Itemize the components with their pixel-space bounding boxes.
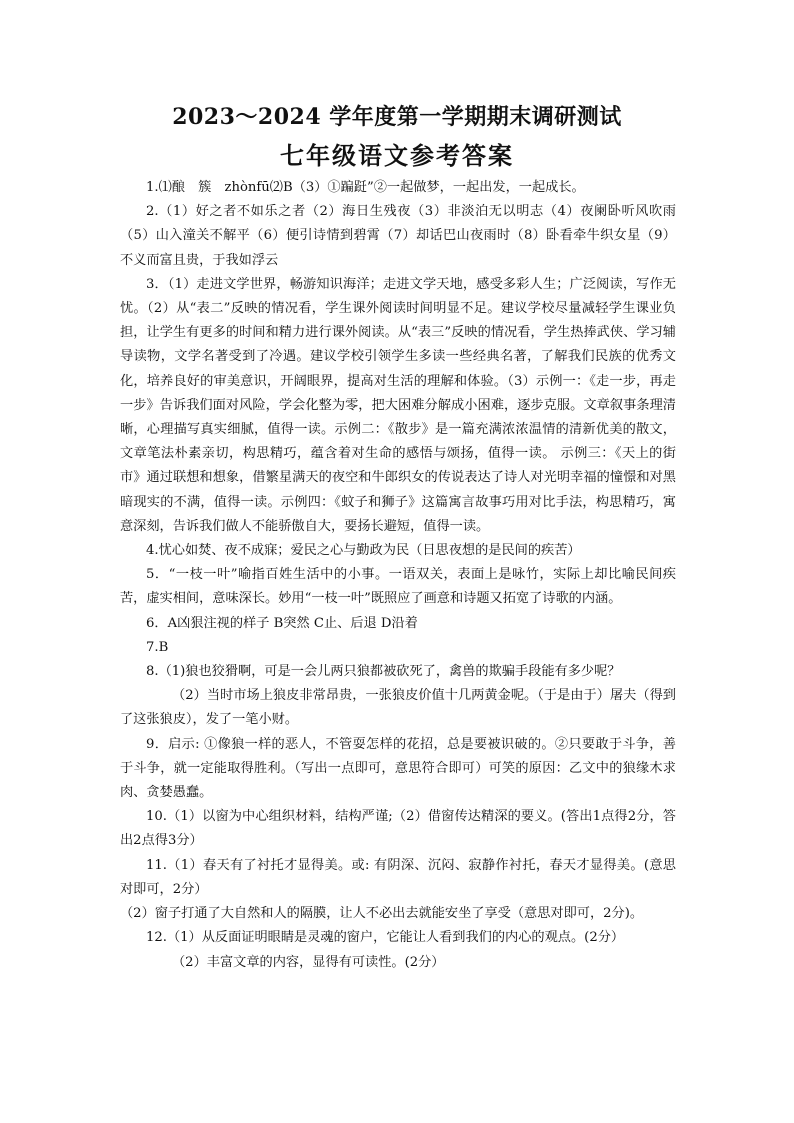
answer-11-1: 11.（1）春天有了衬托才显得美。或: 有阴深、沉闷、寂静作衬托，春天才显得美。(意思对即可，2分） bbox=[120, 857, 676, 897]
answer-3: 3．（1）走进文学世界，畅游知识海洋；走进文学天地，感受多彩人生；广泛阅读，写作无忧。（2）从“表二”反映的情况看，学生课外阅读时间明显不足。建议学校尽量减轻学生课业负担，让学生有更多的时间和精力进行课外阅读。从“表三”反映的情况看，学生热捧武侠、学习辅导读物，文学名著受到了冷遇。建议学校引领学生多读一些经典名著，了解我们民族的优秀文化，培养良好的审美意识，开阔眼界，提高对生活的理解和体验。（3）示例一：《走一步，再走一步》告诉我们面对风险，学会化整为零，把大困难分解成小困难，逐步克服。文章叙事条理清晰，心理描写真实细腻，值得一读。示例二：《散步》是一篇充满浓浓温情的清新优美的散文，文章笔法朴素亲切，构思精巧，蕴含着对生命的感悟与颂扬，值得一读。 示例三：《天上的街市》通过联想和想象，借繁星满天的夜空和牛郎织女的传说表达了诗人对光明幸福的憧憬和对黑暗现实的不满，值得一读。示例四：《蚊子和狮子》这篇寓言故事巧用对比手法，构思精巧，寓意深刻，告诉我们做人不能骄傲自大，要扬长避短，值得一读。 bbox=[120, 276, 676, 534]
answer-6: 6．A凶狠注视的样子 B突然 C止、后退 D沿着 bbox=[146, 615, 418, 631]
answer-body bbox=[120, 176, 676, 975]
answer-12-1: 12.（1）从反面证明眼睛是灵魂的窗户，它能让人看到我们的内心的观点。(2分） bbox=[146, 930, 625, 946]
answer-12-2: （2）丰富文章的内容，显得有可读性。(2分） bbox=[172, 954, 445, 970]
answer-5: 5．“一枝一叶”喻指百姓生活中的小事。一语双关，表面上是咏竹，实际上却比喻民间疾苦，虚实相间，意味深长。妙用“一枝一叶”既照应了画意和诗题又拓宽了诗歌的内涵。 bbox=[120, 567, 676, 607]
answer-1: 1.⑴酿 簇 zhònfū⑵B（3）①蹁跹”②一起做梦，一起出发，一起成长。 bbox=[146, 180, 585, 195]
page-subtitle: 七年级语文参考答案 bbox=[280, 141, 514, 170]
answer-8-2: （2）当时市场上狼皮非常昂贵，一张狼皮价值十几两黄金呢。（于是由于）屠夫（得到了这张狼皮），发了一笔小财。 bbox=[120, 688, 676, 728]
answer-9: 9．启示: ①像狼一样的恶人，不管耍怎样的花招，总是要被识破的。②只要敢于斗争，善于斗争，就一定能取得胜利。（写出一点即可，意思符合即可）可笑的原因：乙文中的狼缘木求肉、贪婪愚蠢。 bbox=[120, 736, 676, 801]
page-title: 2023～2024 学年度第一学期期末调研测试 bbox=[172, 104, 622, 130]
answer-7: 7.B bbox=[146, 639, 169, 655]
answer-11-2: （2）窗子打通了大自然和人的隔膜，让人不必出去就能安坐了享受（意思对即可，2分)。 bbox=[120, 906, 644, 922]
answer-8-1: 8.（1)狼也狡猾啊，可是一会儿两只狼都被砍死了，禽兽的欺骗手段能有多少呢？ bbox=[146, 664, 621, 680]
answer-4: 4.忧心如焚、夜不成寐；爱民之心与勤政为民（日思夜想的是民间的疾苦） bbox=[146, 543, 581, 559]
answer-10: 10.（1）以窗为中心组织材料，结构严谨;（2）借窗传达精深的要义。(答出1点得2分，答出2点得3分） bbox=[120, 809, 676, 849]
answer-2: 2.（1）好之者不如乐之者（2）海日生残夜（3）非淡泊无以明志（4）夜阑卧听风吹雨（5）山入潼关不解平（6）便引诗情到碧霄（7）却话巴山夜雨时（8）卧看牵牛织女星（9）不义而富且贵，于我如浮云 bbox=[120, 204, 676, 268]
